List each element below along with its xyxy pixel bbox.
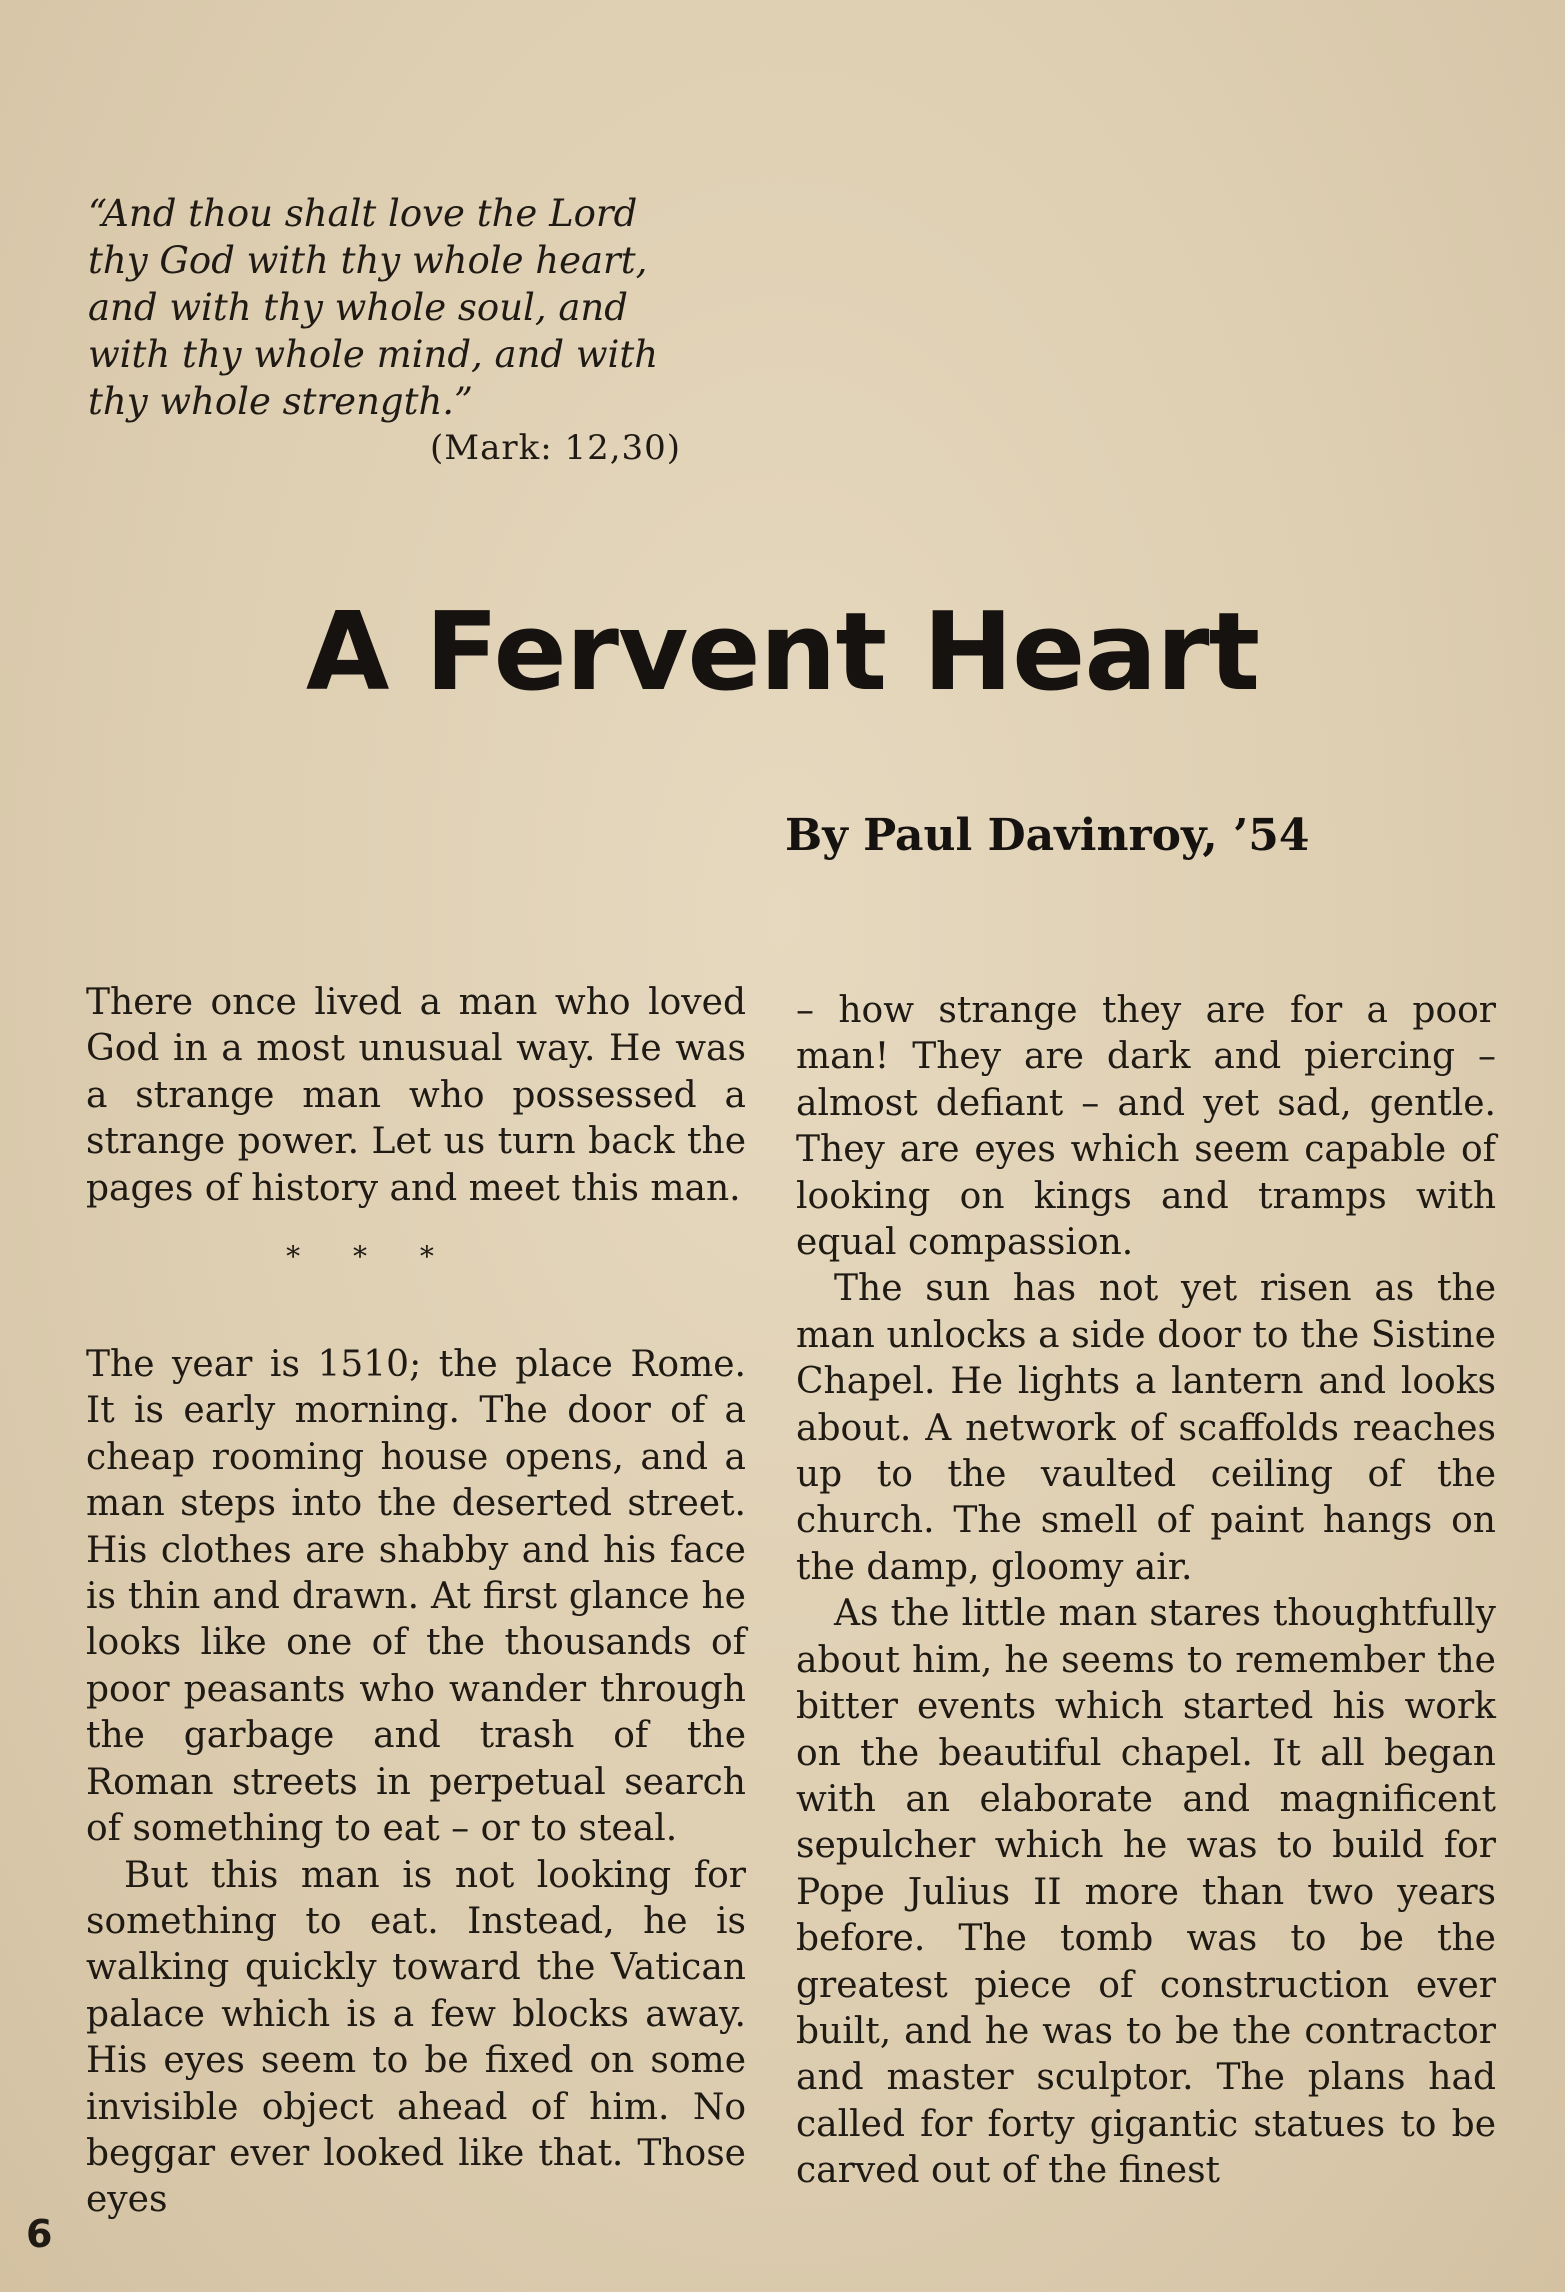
epigraph-line: with thy whole mind, and with	[88, 333, 659, 376]
epigraph-quote	[88, 190, 718, 425]
paragraph: – how strange they are for a poor man! They are dark and piercing – almost defiant – and yet sad, gentle. They are eyes which seem capable of looking on kings and tramps with equal compassion.	[796, 990, 1496, 1264]
paragraph: The year is 1510; the place Rome. It is early morning. The door of a cheap rooming house opens, and a man steps into the deserted street. His clothes are shabby and his face is thin and drawn. At first glance he looks like one of the thousands of poor peasants who wander through the garbage and trash of the Roman streets in perpetual search of something to eat – or to steal.	[86, 1344, 746, 1850]
section-separator: * * *	[286, 1240, 456, 1274]
paragraph: The sun has not yet risen as the man unlocks a side door to the Sistine Chapel. He lights a lantern and looks about. A network of scaffolds reaches up to the vaulted ceiling of the church. The smell of paint hangs on the damp, gloomy air.	[796, 1268, 1496, 1588]
paragraph: There once lived a man who loved God in a most unusual way. He was a strange man who possessed a strange power. Let us turn back the pages of history and meet this man.	[86, 982, 746, 1209]
article-byline: By Paul Davinroy, ’54	[785, 810, 1310, 861]
paragraph: But this man is not looking for something to eat. Instead, he is walking quickly toward the Vatican palace which is a few blocks away. His eyes seem to be fixed on some invisible object ahead of him. No beggar ever looked like that. Those eyes	[86, 1854, 746, 2221]
epigraph-line: “And thou shalt love the Lord	[88, 192, 638, 235]
epigraph-line: and with thy whole soul, and	[88, 286, 628, 329]
epigraph-line: thy God with thy whole heart,	[88, 239, 648, 282]
epigraph-line: thy whole strength.”	[88, 380, 473, 423]
right-column	[796, 988, 1496, 2195]
epigraph-reference: (Mark: 12,30)	[430, 428, 682, 468]
page-number: 6	[26, 2212, 53, 2256]
paragraph: As the little man stares thoughtfully about him, he seems to remember the bitter events which started his work on the beautiful chapel. It all began with an elaborate and magnificent sepulcher which he was to build for Pope Julius II more than two years before. The tomb was to be the greatest piece of construction ever built, and he was to be the contractor and master sculptor. The plans had called for forty gigantic statues to be carved out of the finest	[796, 1593, 1496, 2192]
article-title: A Fervent Heart	[305, 590, 1260, 715]
left-column	[86, 980, 746, 2224]
